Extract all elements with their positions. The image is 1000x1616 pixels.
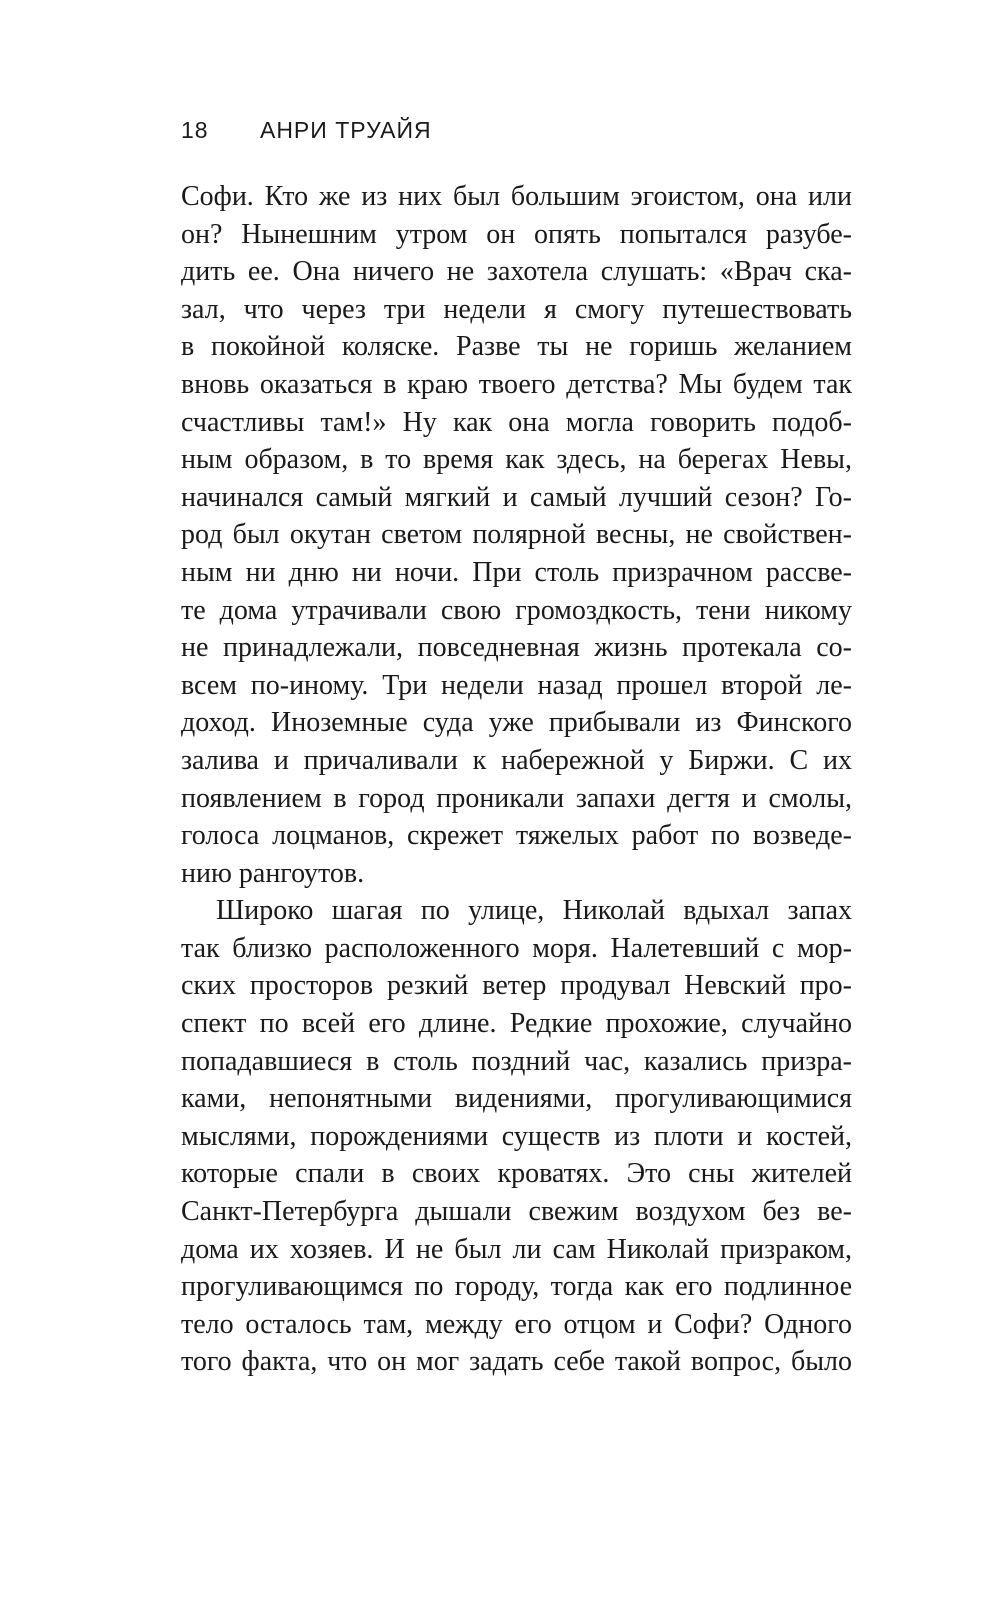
text-line: мыслями, порождениями существ из плоти и костей, [181,1120,852,1152]
text-line: появлением в город проникали запахи дегтя и смолы, [181,782,852,814]
text-line: доход. Иноземные суда уже прибывали из Финского [181,707,852,739]
text-line: не принадлежали, повседневная жизнь протекала со- [181,632,852,664]
body-text [181,178,852,1381]
text-line: вновь оказаться в краю твоего детства? Мы будем так [181,368,852,400]
text-line: спект по всей его длине. Редкие прохожие, случайно [181,1008,852,1040]
author-name: АНРИ ТРУАЙЯ [259,117,432,143]
text-line: род был окутан светом полярной весны, не свойствен- [181,519,852,551]
text-line: залива и причаливали к набережной у Биржи. С их [181,744,852,776]
text-line: тело осталось там, между его отцом и Софи? Одного [181,1308,852,1340]
text-line: прогуливающимся по городу, тогда как его подлинное [181,1271,852,1303]
text-line: голоса лоцманов, скрежет тяжелых работ по возведе- [181,820,852,852]
text-line: всем по-иному. Три недели назад прошел второй ле- [181,669,852,701]
text-line: Санкт-Петербурга дышали свежим воздухом без ве- [181,1196,852,1228]
text-line: дома их хозяев. И не был ли сам Николай призраком, [181,1233,852,1265]
text-line: начинался самый мягкий и самый лучший сезон? Го- [181,481,852,513]
text-line: зал, что через три недели я смогу путешествовать [181,293,852,325]
text-line: Широко шагая по улице, Николай вдыхал запах [216,895,852,927]
text-line: те дома утрачивали свою громоздкость, тени никому [181,594,852,626]
text-line: ным образом, в то время как здесь, на берегах Невы, [181,444,852,476]
text-line: он? Нынешним утром он опять попытался разубе- [181,218,852,250]
running-head [181,117,432,144]
page-number: 18 [181,117,209,143]
text-line: Софи. Кто же из них был большим эгоистом, она или [181,181,852,212]
text-line: попадавшиеся в столь поздний час, казались призра- [181,1045,852,1077]
text-line: ских просторов резкий ветер продувал Невский про- [181,970,852,1002]
text-line: в покойной коляске. Разве ты не горишь желанием [181,331,852,363]
text-line: ками, непонятными видениями, прогуливающимися [181,1083,852,1115]
text-line: ным ни дню ни ночи. При столь призрачном рассве- [181,556,852,588]
text-line: которые спали в своих кроватях. Это сны жителей [181,1158,852,1190]
text-line: дить ее. Она ничего не захотела слушать: «Врач ска- [181,256,852,288]
text-line: счастливы там!» Ну как она могла говорить подоб- [181,406,852,438]
text-line: так близко расположенного моря. Налетевший с мор- [181,932,852,964]
text-line: нию рангоутов. [181,857,365,889]
text-line: того факта, что он мог задать себе такой вопрос, было [181,1346,852,1378]
